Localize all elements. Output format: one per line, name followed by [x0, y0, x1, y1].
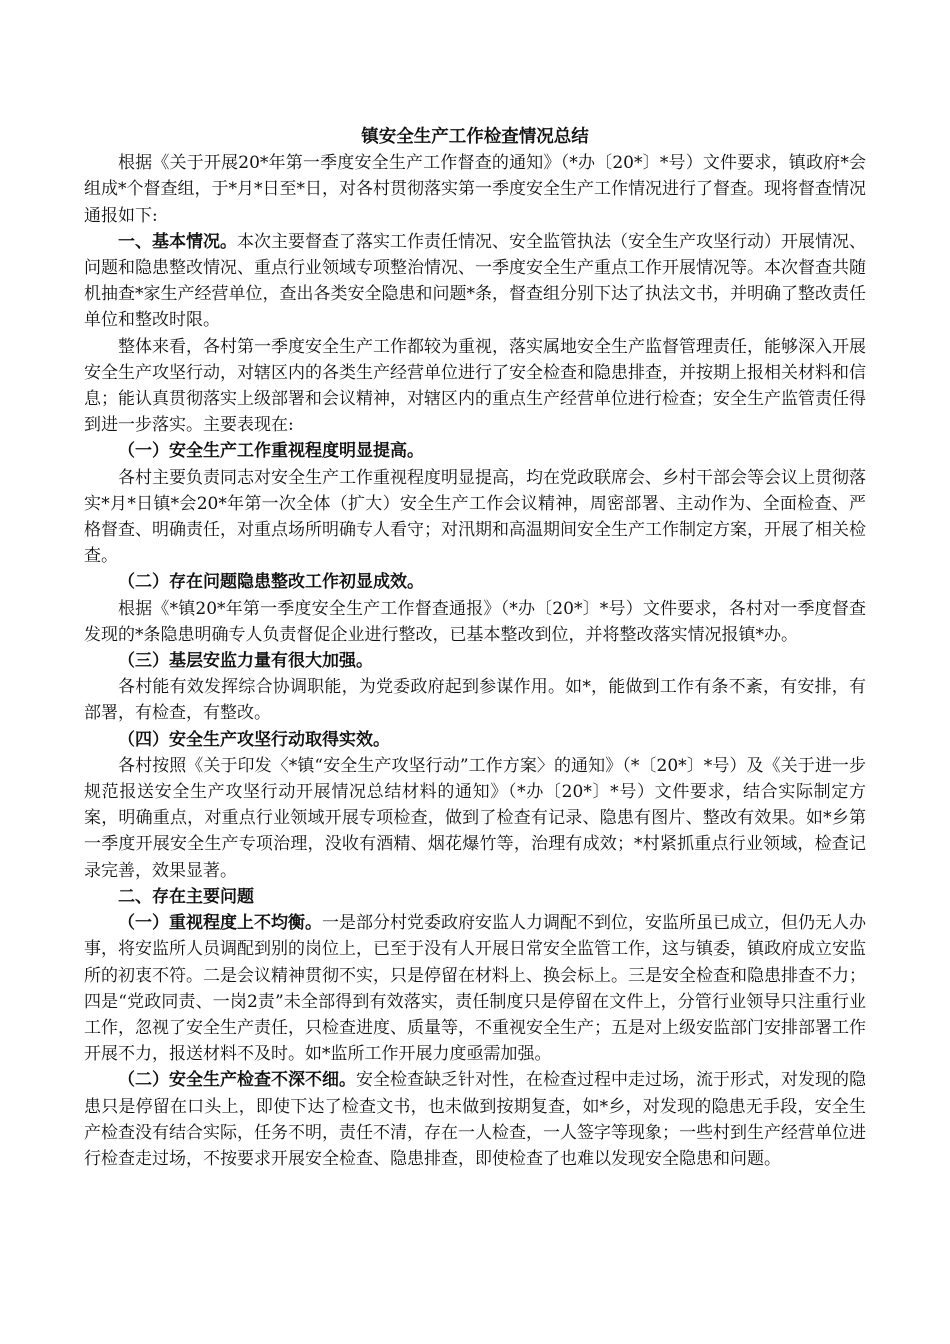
section-basic-situation [84, 229, 866, 334]
section-heading: 一、基本情况。 [118, 231, 237, 252]
document-title: 镇安全生产工作检查情况总结 [361, 127, 589, 147]
subheading-1-1: （一）安全生产工作重视程度明显提高。 [118, 441, 424, 462]
overall-paragraph: 整体来看，各村第一季度安全生产工作都较为重视，落实属地安全生产监督管理责任，能够深入开展安全生产攻坚行动，对辖区内的各类生产经营单位进行了安全检查和隐患排查，并按期上报相关材料和信息；能认真贯彻落实上级部署和会议精神，对辖区内的重点生产经营单位进行检查；安全生产监管责任得到进一步落实。主要表现在: [84, 336, 866, 436]
subheading-1-4: （四）安全生产攻坚行动取得实效。 [118, 729, 390, 750]
problem-text: 安全检查缺乏针对性，在检查过程中走过场，流于形式，对发现的隐患只是停留在口头上，即使下达了检查文书，也未做到按期复查，如*乡，对发现的隐患无手段，安全生产检查没有结合实际，任务不明，责任不清，存在一人检查，一人签字等现象；一些村到生产经营单位进行检查走过场，不按要求开展安全检查、隐患排查，即使检查了也难以发现安全隐患和问题。 [84, 1070, 866, 1169]
section-main-problems-title: 二、存在主要问题 [118, 886, 254, 907]
problem-2-1 [84, 910, 866, 1067]
section-text: 本次主要督查了落实工作责任情况、安全监管执法（安全生产攻坚行动）开展情况、问题和隐患整改情况、重点行业领域专项整治情况、一季度安全生产重点工作开展情况等。本次督查共随机抽查*家生产经营单位，查出各类安全隐患和问题*条，督查组分别下达了执法文书，并明确了整改责任单位和整改时限。 [84, 231, 866, 331]
paragraph-1-2: 根据《*镇20*年第一季度安全生产工作督查通报》（*办〔20*〕*号）文件要求，各村对一季度督查发现的*条隐患明确专人负责督促企业进行整改，已基本整改到位，并将整改落实情况报镇*办。 [84, 598, 866, 645]
problem-2-2 [84, 1067, 866, 1172]
problem-heading: （二）安全生产检查不深不细。 [118, 1070, 356, 1091]
problem-heading: （一）重视程度上不均衡。 [118, 913, 322, 934]
subheading-1-2: （二）存在问题隐患整改工作初显成效。 [118, 572, 424, 593]
paragraph-1-1: 各村主要负责同志对安全生产工作重视程度明显提高，均在党政联席会、乡村干部会等会议上贯彻落实*月*日镇*会20*年第一次全体（扩大）安全生产工作会议精神，周密部署、主动作为、全面检查、严格督查、明确责任，对重点场所明确专人看守；对汛期和高温期间安全生产工作制定方案，开展了相关检查。 [84, 467, 866, 567]
paragraph-1-3: 各村能有效发挥综合协调职能，为党委政府起到参谋作用。如*，能做到工作有条不紊，有安排，有部署，有检查，有整改。 [84, 677, 866, 724]
intro-paragraph: 根据《关于开展20*年第一季度安全生产工作督查的通知》（*办〔20*〕*号）文件要求，镇政府*会组成*个督查组，于*月*日至*日，对各村贯彻落实第一季度安全生产工作情况进行了督查。现将督查情况通报如下: [84, 153, 866, 226]
paragraph-1-4: 各村按照《关于印发〈*镇“安全生产攻坚行动”工作方案〉的通知》（*〔20*〕*号）及《关于进一步规范报送安全生产攻坚行动开展情况总结材料的通知》（*办〔20*〕*号）文件要求，结合实际制定方案，明确重点，对重点行业领域开展专项检查，做到了检查有记录、隐患有图片、整改有效果。如*乡第一季度开展安全生产专项治理，没收有酒精、烟花爆竹等，治理有成效；*村紧抓重点行业领域，检查记录完善，效果显著。 [84, 755, 866, 881]
problem-text: 一是部分村党委政府安监人力调配不到位，安监所虽已成立，但仍无人办事，将安监所人员调配到别的岗位上，已至于没有人开展日常安全监管工作，这与镇委，镇政府成立安监所的初衷不符。二是会议精神贯彻不实，只是停留在材料上、换会标上。三是安全检查和隐患排查不力；四是“党政同责、一岗2责”未全部得到有效落实，责任制度只是停留在文件上，分管行业领导只注重行业工作，忽视了安全生产责任，只检查进度、质量等，不重视安全生产；五是对上级安监部门安排部署工作开展不力，报送材料不及时。如*监所工作开展力度亟需加强。 [84, 913, 866, 1065]
document-page [84, 124, 866, 1172]
subheading-1-3: （三）基层安监力量有很大加强。 [118, 651, 373, 672]
